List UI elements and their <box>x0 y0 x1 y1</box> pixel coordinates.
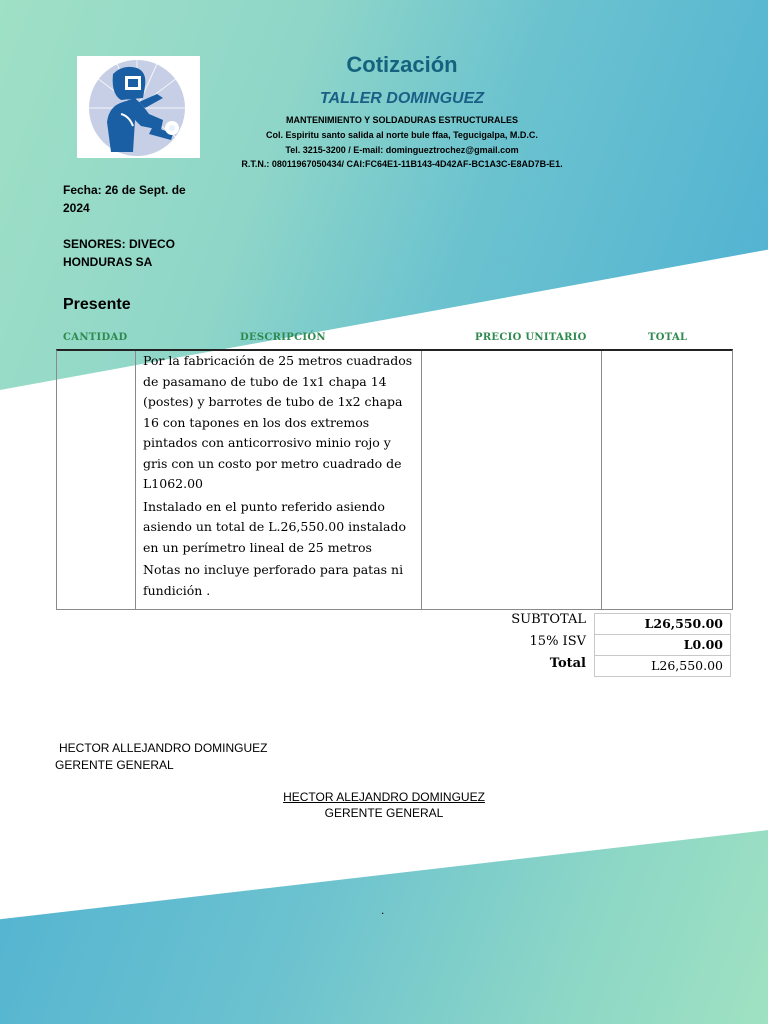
description-paragraph: Por la fabricación de 25 metros cuadrados de pasamano de tubo de 1x1 chapa 14 (postes) y barrotes de tubo de 1x2 chapa 16 con tapones en los dos extremos pintados con anticorrosivo minio rojo y gris con un costo por metro cuadrado de L1062.00 <box>143 353 413 491</box>
company-rtn: R.T.N.: 08011967050434/ CAI:FC64E1-11B143-4D42AF-BC1A3C-E8AD7B-E1. <box>241 159 563 169</box>
col-header-unit-price: PRECIO UNITARIO <box>475 332 587 343</box>
signature-role: GERENTE GENERAL <box>55 758 174 772</box>
table-divider <box>601 351 602 609</box>
company-name: TALLER DOMINGUEZ <box>319 90 485 107</box>
subtotal-value <box>594 613 731 634</box>
total-amount: L26,550.00 <box>651 658 723 673</box>
document-title: Cotización <box>346 52 458 77</box>
signature-role-centered: GERENTE GENERAL <box>324 806 444 820</box>
tax-amount: L0.00 <box>683 637 723 652</box>
company-address: Col. Espiritu santo salida al norte bule ffaa, Tegucigalpa, M.D.C. <box>266 130 538 140</box>
company-tagline: MANTENIMIENTO Y SOLDADURAS ESTRUCTURALES <box>285 115 518 125</box>
table-divider <box>135 351 136 609</box>
greeting: Presente <box>63 296 131 313</box>
tax-value <box>594 634 731 655</box>
col-header-quantity: CANTIDAD <box>63 332 128 343</box>
table-divider <box>421 351 422 609</box>
total-value <box>594 655 731 677</box>
footer-background <box>0 830 768 1024</box>
tax-label: 15% ISV <box>529 634 586 649</box>
company-contact: Tel. 3215-3200 / E-mail: domingueztrochez@gmail.com <box>285 145 519 155</box>
col-header-description: DESCRIPCIÓN <box>240 332 326 343</box>
quote-date: Fecha: 26 de Sept. de 2024 <box>63 183 186 215</box>
total-label: Total <box>549 656 586 671</box>
description-paragraph: Instalado en el punto referido asiendo asiendo un total de L.26,550.00 instalado en un perímetro lineal de 25 metros <box>143 498 407 555</box>
col-header-total: TOTAL <box>648 332 688 343</box>
footer-mark: . <box>381 903 385 917</box>
signature-name: HECTOR ALLEJANDRO DOMINGUEZ <box>59 741 268 755</box>
signature-name-centered: HECTOR ALEJANDRO DOMINGUEZ <box>283 790 485 804</box>
subtotal-label: SUBTOTAL <box>511 612 586 627</box>
client-name: SENORES: DIVECO HONDURAS SA <box>63 237 176 269</box>
item-description <box>143 351 418 603</box>
subtotal-amount: L26,550.00 <box>644 616 723 631</box>
description-paragraph: Notas no incluye perforado para patas ni fundición . <box>143 562 404 598</box>
